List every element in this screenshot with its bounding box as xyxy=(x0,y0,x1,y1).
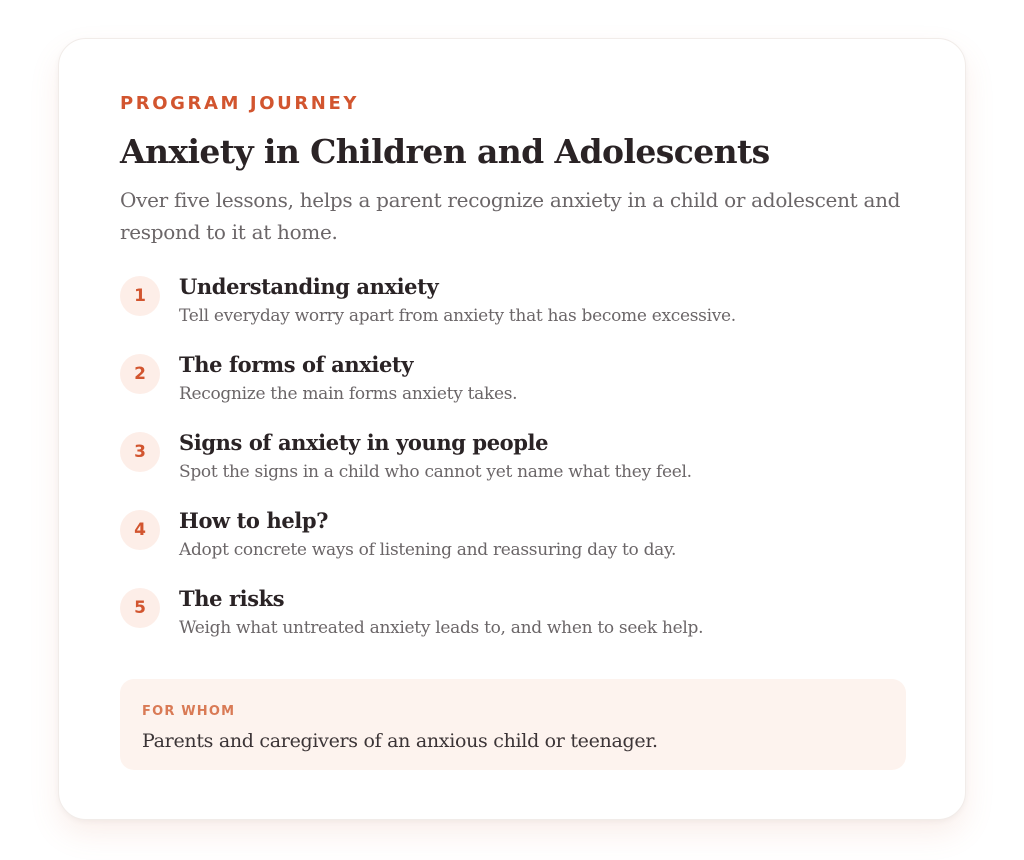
lesson-item-4 xyxy=(120,508,904,586)
audience-box xyxy=(120,679,906,770)
lesson-title: Signs of anxiety in young people xyxy=(179,430,549,455)
lesson-item-5 xyxy=(120,586,904,664)
audience-label: FOR WHOM xyxy=(142,704,236,719)
program-journey-card xyxy=(58,38,966,820)
lesson-title: The forms of anxiety xyxy=(179,352,414,377)
lesson-number-badge: 1 xyxy=(120,276,160,316)
audience-text: Parents and caregivers of an anxious child or teenager. xyxy=(142,730,658,752)
lesson-item-1 xyxy=(120,274,904,352)
lesson-description: Recognize the main forms anxiety takes. xyxy=(179,384,518,404)
lesson-item-2 xyxy=(120,352,904,430)
lesson-title: Understanding anxiety xyxy=(179,274,439,299)
lesson-title: How to help? xyxy=(179,508,329,533)
lesson-number-badge: 3 xyxy=(120,432,160,472)
lesson-item-3 xyxy=(120,430,904,508)
lesson-title: The risks xyxy=(179,586,285,611)
lesson-description: Spot the signs in a child who cannot yet name what they feel. xyxy=(179,462,692,482)
section-eyebrow: PROGRAM JOURNEY xyxy=(120,93,359,114)
lesson-number-badge: 5 xyxy=(120,588,160,628)
lesson-description: Weigh what untreated anxiety leads to, and when to seek help. xyxy=(179,618,704,638)
lesson-list xyxy=(120,274,904,664)
lesson-number-badge: 2 xyxy=(120,354,160,394)
program-intro: Over five lessons, helps a parent recognize anxiety in a child or adolescent and respond to it at home. xyxy=(120,188,901,244)
program-title: Anxiety in Children and Adolescents xyxy=(120,132,770,171)
lesson-number-badge: 4 xyxy=(120,510,160,550)
lesson-description: Tell everyday worry apart from anxiety that has become excessive. xyxy=(179,306,736,326)
lesson-description: Adopt concrete ways of listening and reassuring day to day. xyxy=(179,540,677,560)
